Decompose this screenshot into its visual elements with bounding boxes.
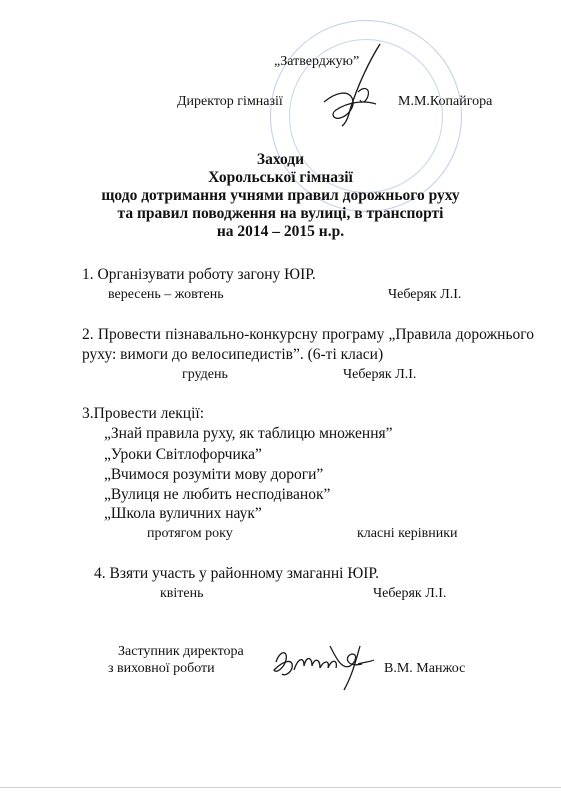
item-3-responsible: класні керівники — [357, 526, 458, 541]
deputy-position-line2: з виховної роботи — [108, 661, 215, 676]
item-3-text: 3.Провести лекції: — [82, 405, 204, 422]
doc-title-school: Хорольської гімназії — [208, 169, 353, 186]
item-4-text: 4. Взяти участь у районному змаганні ЮІР. — [94, 565, 379, 582]
item-2-responsible: Чеберяк Л.І. — [343, 367, 417, 382]
deputy-name: В.М. Манжос — [384, 661, 466, 676]
item-2-term: грудень — [182, 367, 228, 382]
deputy-position-line1: Заступник директора — [118, 644, 244, 659]
director-signature — [318, 40, 388, 130]
item-3-term: протягом року — [147, 526, 233, 541]
director-position: Директор гімназії — [177, 94, 283, 109]
doc-title-subject-2: та правил поводження на вулиці, в транспорті — [117, 205, 444, 222]
item-2-text: 2. Провести пізнавально-конкурсну програму „Правила дорожнього руху: вимоги до велосипедистів”. (6-ті класи) — [82, 326, 534, 363]
doc-title-year: на 2014 – 2015 н.р. — [216, 223, 345, 240]
item-1-term: вересень – жовтень — [108, 287, 224, 302]
item-4-responsible: Чеберяк Л.І. — [373, 586, 447, 601]
item-1-responsible: Чеберяк Л.І. — [388, 287, 462, 302]
lecture-item: „Вулиця не любить несподіванок” — [104, 486, 331, 503]
director-name: М.М.Копайгора — [398, 94, 493, 109]
doc-title: Заходи — [256, 151, 305, 168]
item-1-text: 1. Організувати роботу загону ЮІР. — [82, 266, 316, 283]
approval-label: „Затверджую” — [274, 54, 360, 69]
lecture-item: „Знай правила руху, як таблицю множення” — [104, 425, 393, 442]
lecture-item: „Уроки Світлофорчика” — [104, 446, 262, 463]
deputy-signature — [270, 640, 378, 694]
doc-title-subject-1: щодо дотримання учнями правил дорожнього руху — [101, 187, 460, 204]
lecture-item: „Вчимося розуміти мову дороги” — [104, 466, 324, 483]
page-bottom-edge — [0, 787, 561, 788]
item-4-term: квітень — [160, 586, 204, 601]
lecture-item: „Школа вуличних наук” — [104, 505, 262, 522]
